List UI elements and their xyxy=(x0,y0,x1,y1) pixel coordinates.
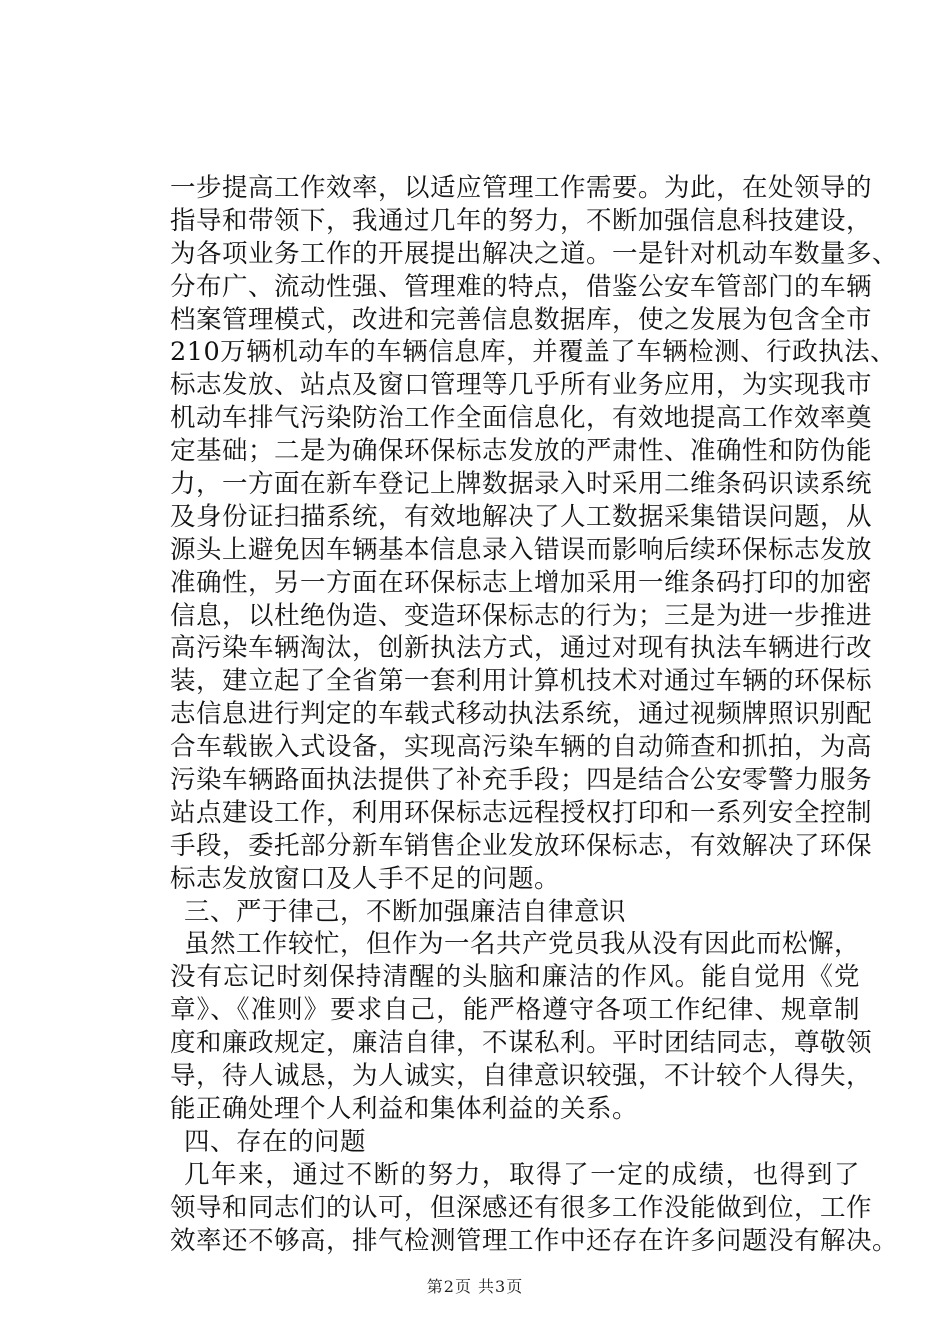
text-line: 机动车排气污染防治工作全面信息化，有效地提高工作效率奠 xyxy=(170,403,873,434)
page-number-footer: 第2页 共3页 xyxy=(426,1277,524,1296)
text-line: 为各项业务工作的开展提出解决之道。一是针对机动车数量多、 xyxy=(170,238,899,269)
text-line: 章》、《准则》要求自己，能严格遵守各项工作纪律、规章制 xyxy=(170,995,860,1026)
document-body xyxy=(170,172,899,1257)
text-line: 领导和同志们的认可，但深感还有很多工作没能做到位，工作 xyxy=(170,1192,873,1223)
text-line: 度和廉政规定，廉洁自律，不谋私利。平时团结同志，尊敬领 xyxy=(170,1028,873,1059)
text-line: 信息，以杜绝伪造、变造环保标志的行为；三是为进一步推进 xyxy=(170,600,873,631)
text-line: 高污染车辆淘汰，创新执法方式，通过对现有执法车辆进行改 xyxy=(170,633,873,664)
text-line: 准确性，另一方面在环保标志上增加采用一维条码打印的加密 xyxy=(170,567,873,598)
text-line: 分布广、流动性强、管理难的特点，借鉴公安车管部门的车辆 xyxy=(170,271,873,302)
text-line: 志信息进行判定的车载式移动执法系统，通过视频牌照识别配 xyxy=(170,699,873,730)
text-line: 几年来，通过不断的努力，取得了一定的成绩，也得到了 xyxy=(184,1159,860,1190)
text-line: 没有忘记时刻保持清醒的头脑和廉洁的作风。能自觉用《党 xyxy=(170,962,860,993)
text-line: 装，建立起了全省第一套利用计算机技术对通过车辆的环保标 xyxy=(170,666,873,697)
text-line: 虽然工作较忙，但作为一名共产党员我从没有因此而松懈， xyxy=(184,929,861,960)
text-line: 合车载嵌入式设备，实现高污染车辆的自动筛查和抓拍，为高 xyxy=(170,732,873,763)
text-line: 源头上避免因车辆基本信息录入错误而影响后续环保标志发放 xyxy=(170,534,873,565)
text-line: 污染车辆路面执法提供了补充手段；四是结合公安零警力服务 xyxy=(170,765,873,796)
text-line: 及身份证扫描系统，有效地解决了人工数据采集错误问题，从 xyxy=(170,501,873,532)
text-line: 210万辆机动车的车辆信息库，并覆盖了车辆检测、行政执法、 xyxy=(170,337,897,368)
text-line: 指导和带领下，我通过几年的努力，不断加强信息科技建设， xyxy=(170,205,873,236)
text-line: 站点建设工作，利用环保标志远程授权打印和一系列安全控制 xyxy=(170,797,873,828)
text-line: 效率还不够高，排气检测管理工作中还存在许多问题没有解决。 xyxy=(170,1225,899,1256)
text-line: 导，待人诚恳，为人诚实，自律意识较强，不计较个人得失， xyxy=(170,1061,873,1092)
text-line: 标志发放、站点及窗口管理等几乎所有业务应用，为实现我市 xyxy=(170,370,873,401)
text-line: 标志发放窗口及人手不足的问题。 xyxy=(170,863,561,894)
text-line: 手段，委托部分新车销售企业发放环保标志，有效解决了环保 xyxy=(170,830,873,861)
text-line: 档案管理模式，改进和完善信息数据库，使之发展为包含全市 xyxy=(170,304,873,335)
text-line: 定基础；二是为确保环保标志发放的严肃性、准确性和防伪能 xyxy=(170,436,873,467)
section-heading: 四、存在的问题 xyxy=(184,1126,367,1157)
text-line: 能正确处理个人利益和集体利益的关系。 xyxy=(170,1093,639,1124)
text-line: 力，一方面在新车登记上牌数据录入时采用二维条码识读系统 xyxy=(170,469,873,500)
text-line: 一步提高工作效率，以适应管理工作需要。为此，在处领导的 xyxy=(170,173,873,203)
section-heading: 三、严于律己，不断加强廉洁自律意识 xyxy=(184,896,627,927)
